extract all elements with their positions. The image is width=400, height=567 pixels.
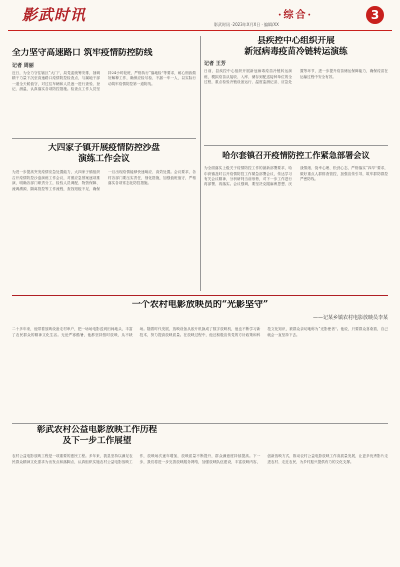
article-6-title-line1: 彰武农村公益电影放映工作历程 (36, 425, 158, 435)
article-5-title: 一个农村电影放映员的“光影坚守” (131, 300, 269, 310)
article-1-title: 全力坚守高速路口 筑牢疫情防控防线 (12, 48, 153, 58)
article-5-body: 二十多年来，他带着放映设备走村串户，把一场场电影送到田间地头，丰富了农民群众的精神文化生活。无论严寒酷暑，他都坚持按时放映，从不缺场。随着时代发展，放映设备从胶片机换成了数字放映机，他也不断学习新技术，努力提高放映质量。在放映过程中，他还积极宣传党的方针政策和科技文化知识，被群众亲切地称为“光影使者”。他说，只要群众喜欢看，自己就会一直坚持下去。 (12, 327, 388, 337)
section-divider (12, 423, 388, 424)
column-divider (200, 36, 201, 291)
page-number-badge: 3 (366, 6, 384, 24)
article-4-title: 哈尔套镇召开疫情防控工作紧急部署会议 (222, 150, 370, 160)
section-label: ·综合· (278, 10, 313, 21)
article-2-title-line2: 新冠病毒疫苗冷链转运演练 (244, 46, 348, 57)
article-2-body: 日前，县疾控中心组织开展新冠病毒疫苗冷链转运演练，模拟疫苗从接收、入库、储存到配送接种单位的全过程，重点检验冷链设备运行、温度监测记录、应急处置等环节，进一步提升疫苗储运保障能力，确保疫苗在运输过程中安全有效。 (204, 69, 388, 85)
article-4-body: 为全面落实上级关于疫情防控工作的最新部署要求，哈尔套镇及时召开疫情防控工作紧急部署会议，传达学习有关会议精神，分析研判当前形势，对下一步工作进行再部署、再落实。会议强调，要坚决克服麻痹思想、厌战情绪、侥幸心理、松劲心态，严格落实“四早”要求，做好重点人群排查管控，加强宣传引导，筑牢群防群控严密防线。 (204, 166, 388, 187)
article-3 (12, 143, 196, 288)
section-divider (204, 145, 388, 146)
article-3-title-line2: 演练工作会议 (78, 153, 130, 164)
article-6 (12, 425, 388, 560)
article-6-title-line2: 及下一步工作展望 (62, 435, 132, 446)
masthead (8, 4, 392, 28)
masthead-subline: 影武时讯 ·2023年X月X日 · 编辑/XX (214, 22, 279, 27)
section-divider (12, 295, 388, 296)
article-5 (12, 300, 388, 425)
article-3-title-line1: 大四家子镇开展疫情防控沙盘 (48, 143, 160, 153)
article-2-byline: 记者 王芳 (204, 61, 226, 68)
article-4 (204, 150, 388, 290)
article-1-body: 近日，为全力守住辖区“大门”，局党委统筹安排，抽调精干力量下沉至高速路口疫情防控检查点，与属地干部一道全天候值守，对过往车辆和人员逐一进行查验、登记、测温，认真落实各项防控措施。检查点工作人员坚持24小时轮班，严格执行“落地检”等要求，耐心细致做好解释工作，确保应检尽检、不漏一车一人，以实际行动筑牢疫情防控第一道防线。 (12, 70, 196, 91)
section-divider (12, 138, 196, 139)
article-2 (204, 36, 388, 146)
newspaper-logo: 影武时讯 (22, 6, 87, 24)
article-1 (12, 48, 196, 133)
article-3-body: 为进一步提高突发疫情应急处置能力，大四家子镇组织召开疫情防控沙盘演练工作会议，对照应急预案逐项推演，明确各部门职责分工，检验人员调配、物资保障、流调溯源、隔离管控等工作流程，查找短板不足，确保一旦出现疫情能够快速响应、高效处置。会议要求，各村各部门要压实责任，细化措施，加强值班值守，严格落实各项常态化防控措施。 (12, 170, 196, 191)
article-1-byline: 记者 周丽 (12, 62, 34, 69)
article-6-body: 农村公益电影放映工程是一项重要的惠民工程。多年来，我县坚持以满足农民群众精神文化需求为出发点和落脚点，认真组织实施农村公益电影放映工作，放映场次逐年增加，放映质量不断提升，群众满意度持续提高。下一步，我们将进一步完善放映服务网络，加强放映队伍建设，丰富放映内容，创新放映方式，推动农村公益电影放映工作高质量发展，让更多优秀影片走进农村、走近农民，为乡村振兴提供有力的文化支撑。 (12, 454, 388, 464)
article-2-title-line1: 县疾控中心组织开展 (257, 36, 335, 46)
masthead-rule (8, 30, 392, 31)
article-5-subtitle: ——记某乡镇农村电影放映员李某 (312, 315, 388, 322)
